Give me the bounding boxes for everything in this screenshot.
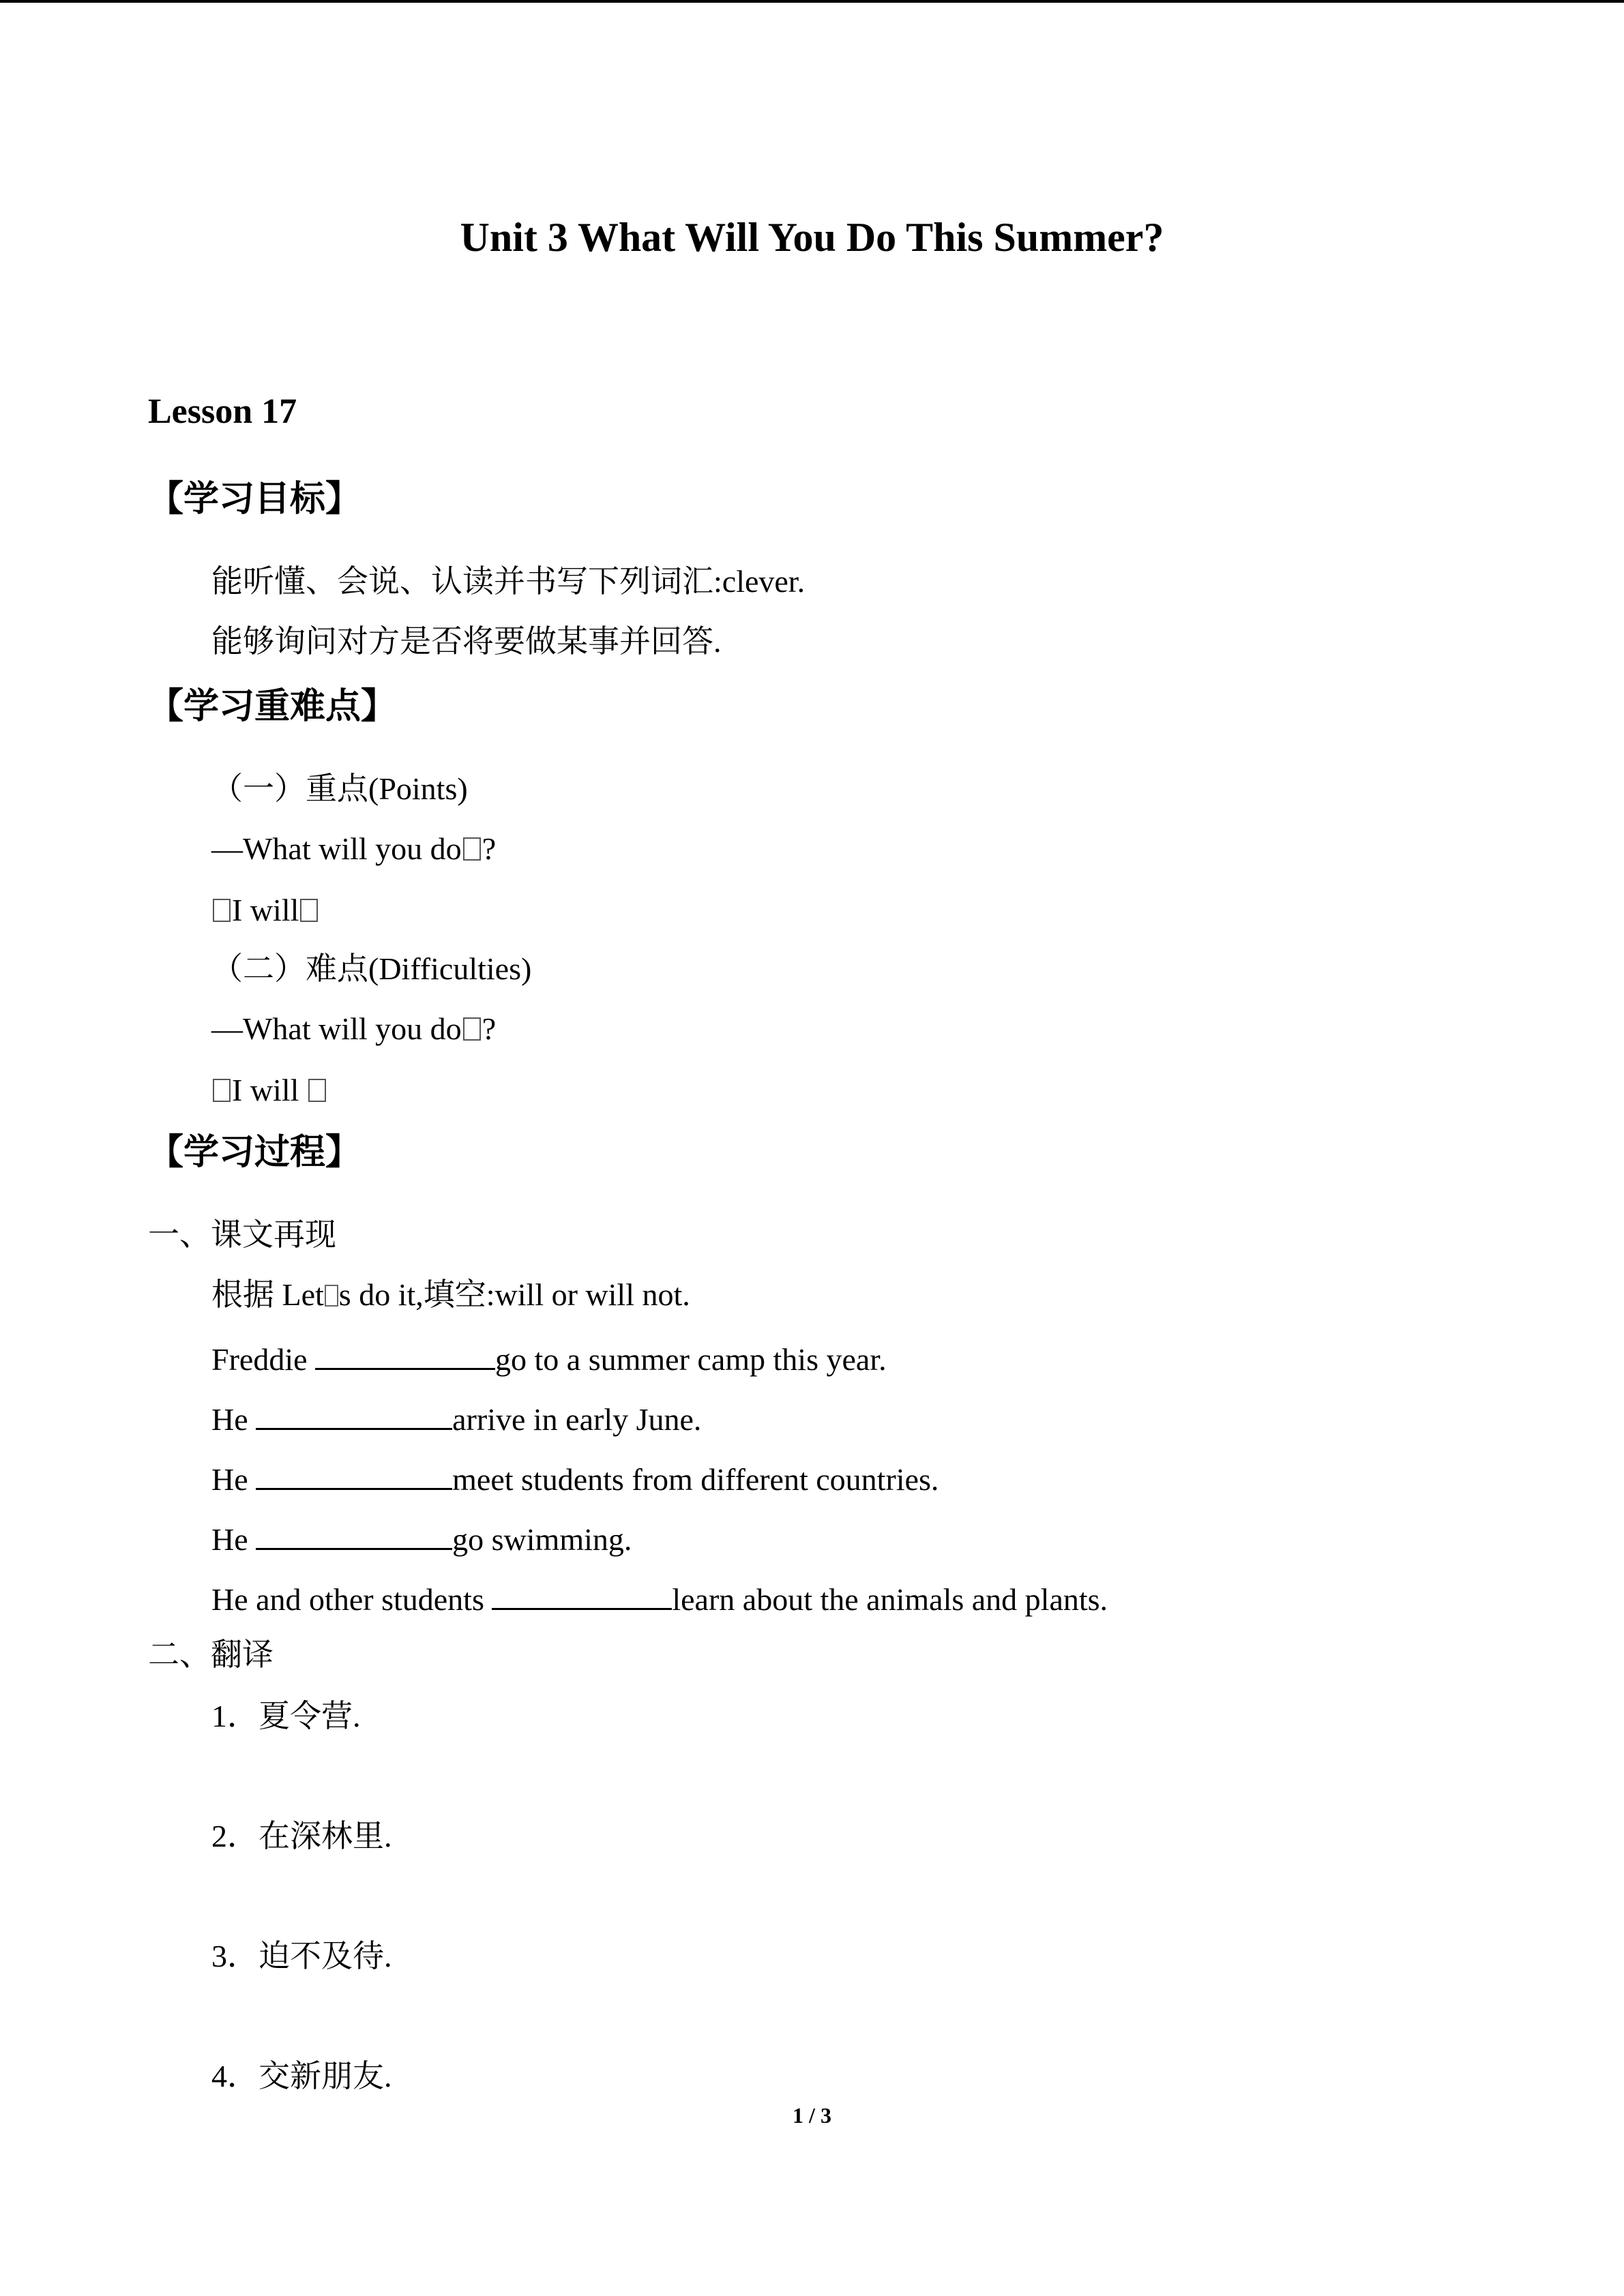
fill-sentence-4-after: go swimming. bbox=[452, 1522, 632, 1557]
translation-item-4: 4．交新朋友. bbox=[211, 2059, 392, 2093]
points-label: （一）重点(Points) bbox=[211, 771, 468, 806]
difficulties-answer-text: I will bbox=[232, 1073, 307, 1107]
difficulties-question bbox=[211, 1013, 496, 1045]
objectives-heading: 【学习目标】 bbox=[148, 479, 361, 520]
fill-blank-5[interactable] bbox=[492, 1581, 672, 1610]
points-question bbox=[211, 833, 496, 865]
fill-sentence-4 bbox=[211, 1521, 632, 1555]
part1-label: 一、课文再现 bbox=[148, 1217, 336, 1252]
part1-instruction bbox=[211, 1279, 690, 1311]
fill-sentence-3-after: meet students from different countries. bbox=[452, 1462, 939, 1497]
part2-label: 二、翻译 bbox=[148, 1637, 274, 1672]
points-answer bbox=[211, 895, 319, 926]
difficulties-question-text: —What will you do bbox=[211, 1011, 462, 1046]
missing-glyph-icon bbox=[463, 837, 481, 861]
fill-blank-3[interactable] bbox=[256, 1461, 452, 1490]
missing-glyph-icon bbox=[463, 1017, 481, 1041]
fill-sentence-3-before: He bbox=[211, 1462, 256, 1497]
missing-glyph-icon bbox=[300, 899, 318, 922]
fill-sentence-1 bbox=[211, 1341, 887, 1375]
page-number: 1 / 3 bbox=[793, 2103, 831, 2128]
missing-glyph-icon bbox=[213, 899, 231, 922]
fill-sentence-3 bbox=[211, 1461, 939, 1495]
fill-sentence-4-before: He bbox=[211, 1522, 256, 1557]
translation-item-1: 1．夏令营. bbox=[211, 1699, 361, 1733]
fill-sentence-2 bbox=[211, 1401, 701, 1435]
fill-sentence-1-before: Freddie bbox=[211, 1342, 316, 1377]
lesson-heading: Lesson 17 bbox=[148, 392, 297, 431]
document-title: Unit 3 What Will You Do This Summer? bbox=[460, 215, 1164, 260]
fill-blank-4[interactable] bbox=[256, 1521, 452, 1550]
objective-item-1: 能听懂、会说、认读并书写下列词汇:clever. bbox=[211, 564, 806, 599]
fill-sentence-2-before: He bbox=[211, 1402, 256, 1437]
fill-sentence-5-before: He and other students bbox=[211, 1582, 492, 1617]
missing-glyph-icon bbox=[213, 1079, 231, 1102]
missing-glyph-icon bbox=[325, 1285, 338, 1307]
part1-instruction-b: s do it,填空:will or will not. bbox=[338, 1277, 690, 1312]
page-top-border bbox=[0, 0, 1624, 3]
fill-sentence-2-after: arrive in early June. bbox=[452, 1402, 702, 1437]
objective-item-2: 能够询问对方是否将要做某事并回答. bbox=[211, 624, 722, 659]
fill-sentence-1-after: go to a summer camp this year. bbox=[495, 1342, 887, 1377]
points-answer-text: I will bbox=[232, 893, 299, 927]
translation-item-3: 3．迫不及待. bbox=[211, 1939, 392, 1973]
translation-item-2: 2．在深林里. bbox=[211, 1819, 392, 1853]
process-heading: 【学习过程】 bbox=[148, 1132, 361, 1173]
key-points-heading: 【学习重难点】 bbox=[148, 686, 397, 727]
fill-sentence-5-after: learn about the animals and plants. bbox=[672, 1582, 1108, 1617]
difficulties-label: （二）难点(Difficulties) bbox=[211, 951, 532, 986]
points-question-text: —What will you do bbox=[211, 831, 462, 866]
difficulties-question-end: ? bbox=[482, 1011, 497, 1046]
missing-glyph-icon bbox=[308, 1079, 326, 1102]
fill-blank-2[interactable] bbox=[256, 1401, 452, 1430]
points-question-end: ? bbox=[482, 831, 497, 866]
fill-sentence-5 bbox=[211, 1581, 1108, 1615]
fill-blank-1[interactable] bbox=[315, 1341, 495, 1370]
part1-instruction-a: 根据 Let bbox=[211, 1277, 324, 1312]
difficulties-answer bbox=[211, 1075, 327, 1106]
